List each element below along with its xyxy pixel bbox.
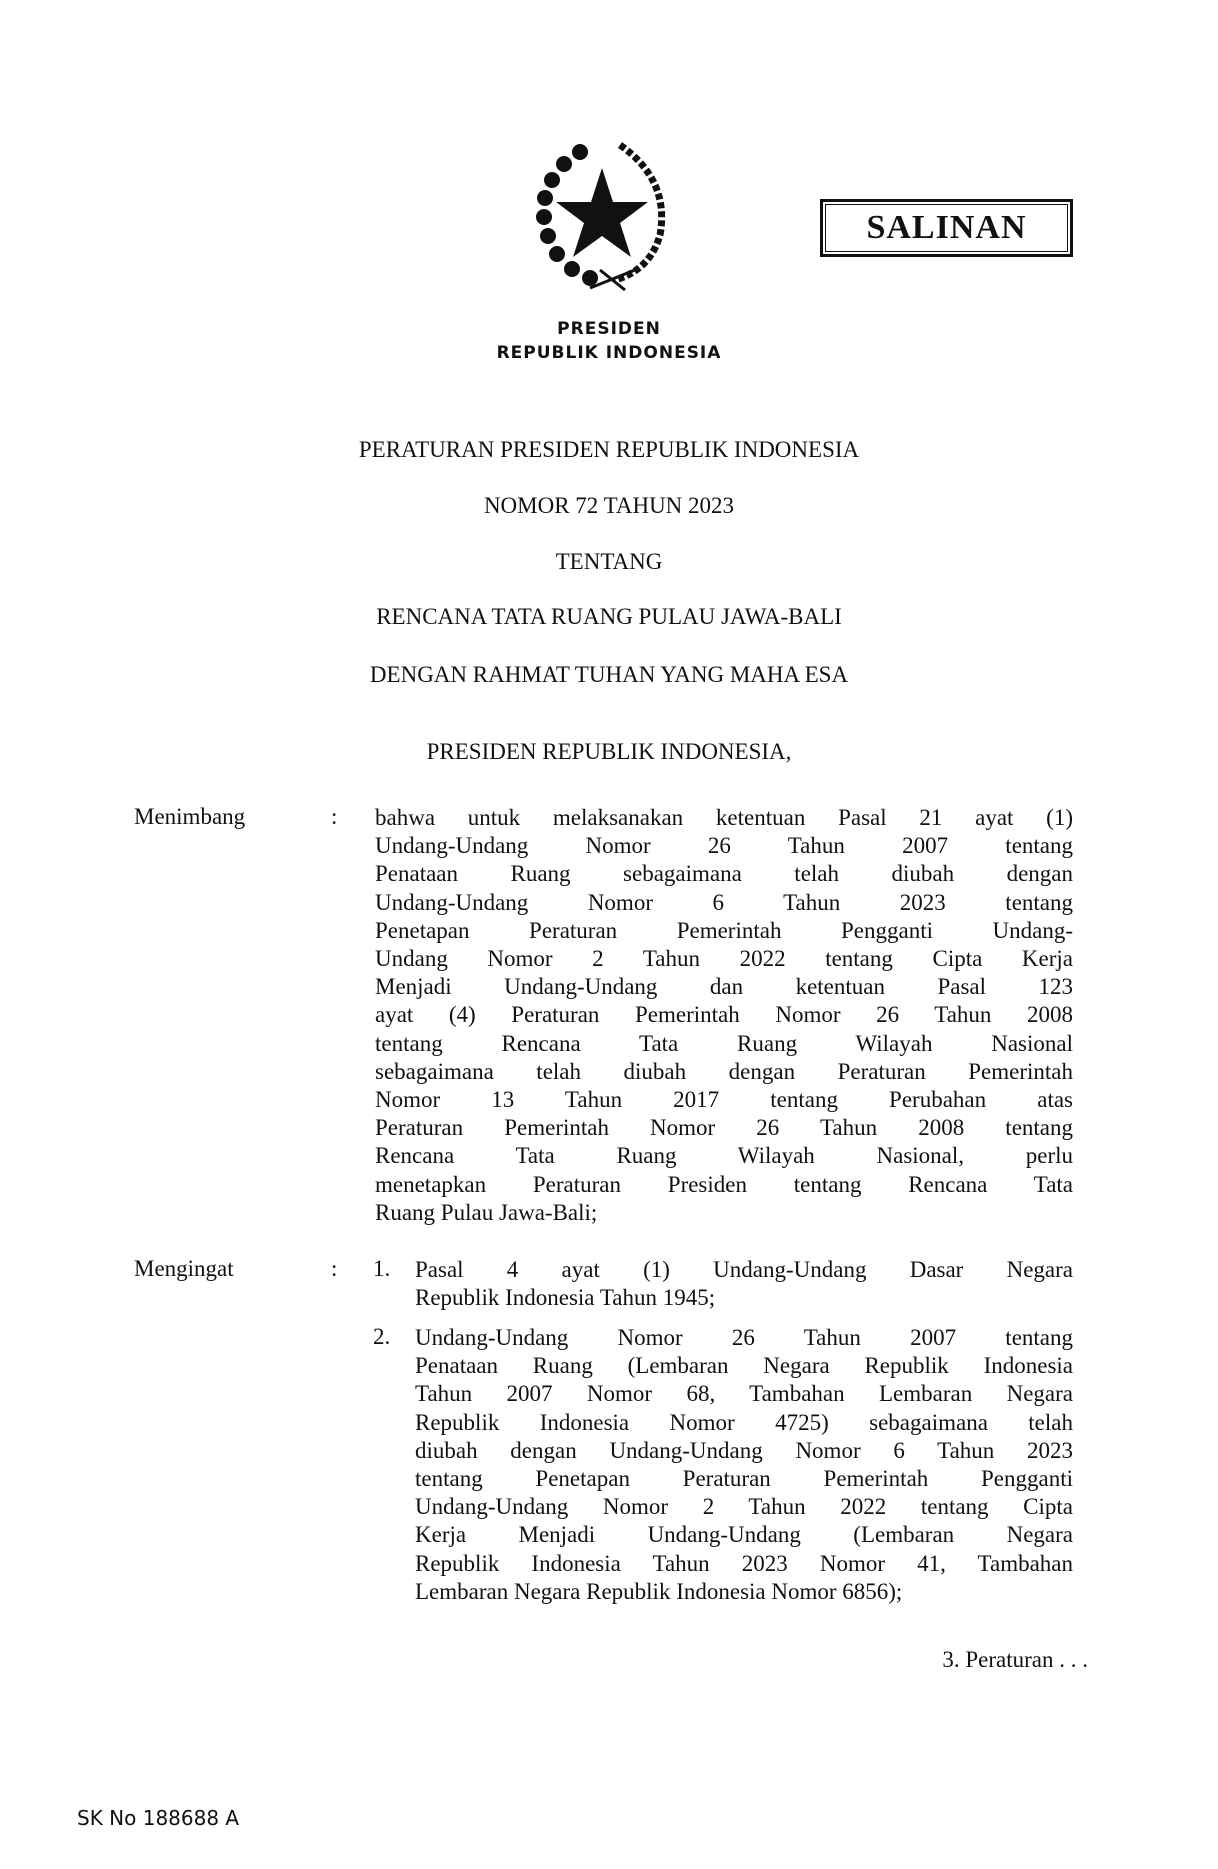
title-subject: RENCANA TATA RUANG PULAU JAWA-BALI [376, 604, 842, 629]
menimbang-colon: : [331, 804, 338, 829]
title-regulation: PERATURAN PRESIDEN REPUBLIK INDONESIA [358, 437, 860, 462]
text-line: Undang-Undang Nomor 6 Tahun 2023 tentang [375, 889, 1073, 915]
text-line: Tahun 2007 Nomor 68, Tambahan Lembaran Negara [415, 1381, 1073, 1407]
header-republik-indonesia: REPUBLIK INDONESIA [496, 343, 722, 363]
text-line: Undang Nomor 2 Tahun 2022 tentang Cipta Kerja [375, 946, 1073, 972]
text-line: bahwa untuk melaksanakan ketentuan Pasal 21 ayat (1) [375, 805, 1073, 830]
text-line: Nomor 13 Tahun 2017 tentang Perubahan atas [375, 1087, 1073, 1113]
page-continuation: 3. Peraturan . . . [942, 1647, 1088, 1672]
title-invocation: DENGAN RAHMAT TUHAN YANG MAHA ESA [369, 662, 849, 687]
text-line: Republik Indonesia Nomor 4725) sebagaimana telah [415, 1409, 1073, 1435]
menimbang-label: Menimbang [134, 804, 246, 829]
text-line: Undang-Undang Nomor 26 Tahun 2007 tentang [415, 1325, 1073, 1350]
text-line: Kerja Menjadi Undang-Undang (Lembaran Negara [415, 1522, 1073, 1548]
text-line: Penataan Ruang (Lembaran Negara Republik Indonesia [415, 1353, 1073, 1379]
mengingat-label: Mengingat [134, 1256, 234, 1281]
text-line: sebagaimana telah diubah dengan Peraturan Pemerintah [375, 1058, 1073, 1084]
text-line: Republik Indonesia Tahun 2023 Nomor 41, Tambahan [415, 1550, 1073, 1576]
mengingat-item-1 [415, 1256, 1073, 1312]
mengingat-colon: : [331, 1256, 338, 1281]
title-president: PRESIDEN REPUBLIK INDONESIA, [426, 739, 792, 764]
title-tentang: TENTANG [555, 549, 663, 574]
sk-number: SK No 188688 A [77, 1806, 240, 1830]
mengingat-item-2-number: 2. [373, 1324, 391, 1349]
text-line: Undang-Undang Nomor 26 Tahun 2007 tentang [375, 833, 1073, 859]
salinan-stamp: SALINAN [820, 199, 1073, 257]
text-line: menetapkan Peraturan Presiden tentang Rencana Tata [375, 1171, 1073, 1197]
text-line: Penetapan Peraturan Pemerintah Pengganti Undang- [375, 917, 1073, 943]
header-presiden: PRESIDEN [557, 319, 661, 339]
menimbang-text [375, 804, 1073, 1227]
text-line: Lembaran Negara Republik Indonesia Nomor 6856); [415, 1578, 903, 1604]
text-line: tentang Rencana Tata Ruang Wilayah Nasional [375, 1030, 1073, 1056]
text-line: Undang-Undang Nomor 2 Tahun 2022 tentang Cipta [415, 1494, 1073, 1520]
text-line: Penataan Ruang sebagaimana telah diubah dengan [375, 861, 1073, 887]
text-line: Ruang Pulau Jawa-Bali; [375, 1199, 598, 1225]
text-line: Rencana Tata Ruang Wilayah Nasional, perlu [375, 1143, 1073, 1169]
text-line: ayat (4) Peraturan Pemerintah Nomor 26 Tahun 2008 [375, 1002, 1073, 1028]
mengingat-item-2 [415, 1324, 1073, 1606]
text-line: tentang Penetapan Peraturan Pemerintah Pengganti [415, 1466, 1073, 1492]
title-number: NOMOR 72 TAHUN 2023 [483, 493, 735, 518]
text-line: Peraturan Pemerintah Nomor 26 Tahun 2008 tentang [375, 1115, 1073, 1141]
text-line: Menjadi Undang-Undang dan ketentuan Pasal 123 [375, 974, 1073, 1000]
presidential-emblem-icon [520, 130, 685, 300]
text-line: Pasal 4 ayat (1) Undang-Undang Dasar Negara [415, 1257, 1073, 1282]
text-line: Republik Indonesia Tahun 1945; [415, 1285, 716, 1311]
mengingat-item-1-number: 1. [373, 1256, 391, 1281]
text-line: diubah dengan Undang-Undang Nomor 6 Tahun 2023 [415, 1437, 1073, 1463]
